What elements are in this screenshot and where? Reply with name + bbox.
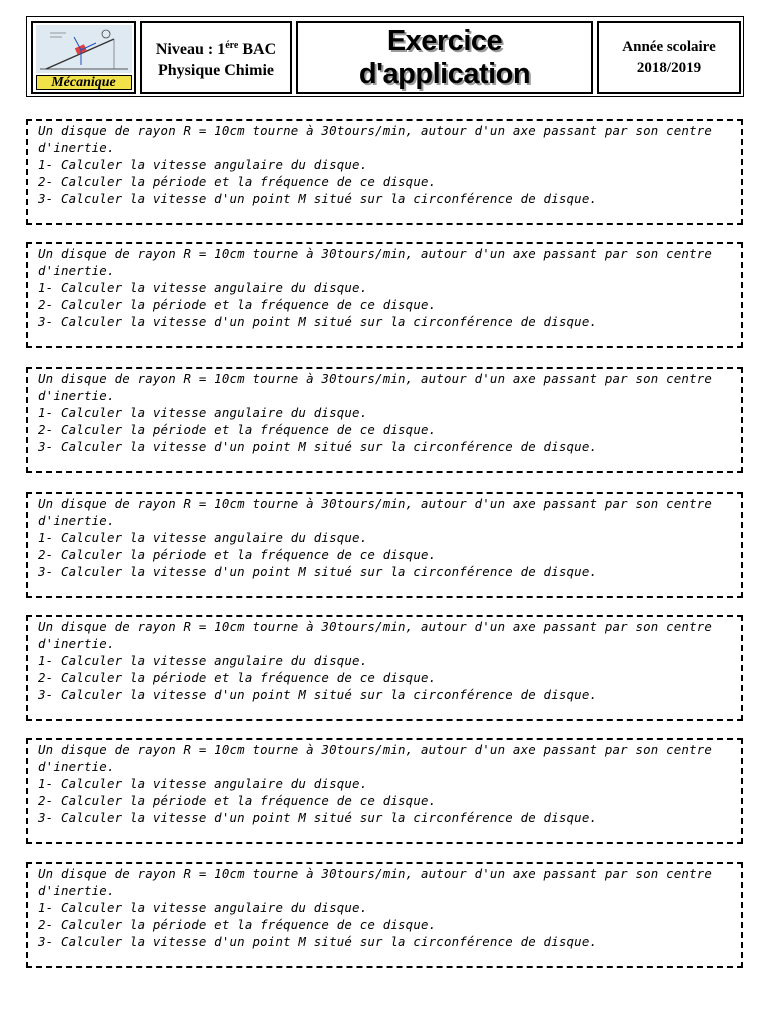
exercise-box bbox=[26, 242, 743, 348]
level-text bbox=[156, 35, 276, 60]
exercise-intro: Un disque de rayon R = 10cm tourne à 30tours/min, autour d'un axe passant par son centre bbox=[38, 866, 713, 881]
level-superscript: ére bbox=[225, 39, 239, 51]
exercise-intro-cont: d'inertie. bbox=[38, 513, 115, 528]
exercise-intro-cont: d'inertie. bbox=[38, 263, 115, 278]
exercise-intro: Un disque de rayon R = 10cm tourne à 30tours/min, autour d'un axe passant par son centre bbox=[38, 371, 713, 386]
exercise-intro-cont: d'inertie. bbox=[38, 759, 115, 774]
question-1: 1- Calculer la vitesse angulaire du disque. bbox=[38, 157, 368, 172]
question-1: 1- Calculer la vitesse angulaire du disque. bbox=[38, 405, 368, 420]
question-3: 3- Calculer la vitesse d'un point M situé sur la circonférence de disque. bbox=[38, 810, 598, 825]
subject-text: Physique Chimie bbox=[157, 61, 274, 79]
question-3: 3- Calculer la vitesse d'un point M situé sur la circonférence de disque. bbox=[38, 934, 598, 949]
question-1: 1- Calculer la vitesse angulaire du disque. bbox=[38, 900, 368, 915]
school-year-label: Année scolaire bbox=[622, 38, 716, 55]
inclined-plane-icon bbox=[36, 25, 132, 73]
question-1: 1- Calculer la vitesse angulaire du disque. bbox=[38, 280, 368, 295]
question-2: 2- Calculer la période et la fréquence de ce disque. bbox=[38, 547, 437, 562]
exercise-box bbox=[26, 862, 743, 968]
question-2: 2- Calculer la période et la fréquence de ce disque. bbox=[38, 917, 437, 932]
level-cell bbox=[140, 21, 292, 94]
exercise-box bbox=[26, 615, 743, 721]
question-3: 3- Calculer la vitesse d'un point M situé sur la circonférence de disque. bbox=[38, 314, 598, 329]
exercise-intro: Un disque de rayon R = 10cm tourne à 30tours/min, autour d'un axe passant par son centre bbox=[38, 742, 713, 757]
exercise-box bbox=[26, 492, 743, 598]
document-header bbox=[26, 16, 744, 97]
question-1: 1- Calculer la vitesse angulaire du disque. bbox=[38, 776, 368, 791]
question-3: 3- Calculer la vitesse d'un point M situé sur la circonférence de disque. bbox=[38, 439, 598, 454]
exercise-intro-cont: d'inertie. bbox=[38, 388, 115, 403]
question-2: 2- Calculer la période et la fréquence de ce disque. bbox=[38, 670, 437, 685]
exercise-box bbox=[26, 738, 743, 844]
exercise-box bbox=[26, 119, 743, 225]
question-2: 2- Calculer la période et la fréquence de ce disque. bbox=[38, 793, 437, 808]
school-year-cell bbox=[597, 21, 741, 94]
logo-cell bbox=[31, 21, 136, 94]
exercise-intro: Un disque de rayon R = 10cm tourne à 30tours/min, autour d'un axe passant par son centre bbox=[38, 123, 713, 138]
question-2: 2- Calculer la période et la fréquence de ce disque. bbox=[38, 422, 437, 437]
logo-label: Mécanique bbox=[36, 75, 132, 90]
exercise-intro: Un disque de rayon R = 10cm tourne à 30tours/min, autour d'un axe passant par son centre bbox=[38, 496, 713, 511]
exercise-box bbox=[26, 367, 743, 473]
level-suffix: BAC bbox=[238, 40, 277, 58]
exercise-intro-cont: d'inertie. bbox=[38, 883, 115, 898]
exercise-intro: Un disque de rayon R = 10cm tourne à 30tours/min, autour d'un axe passant par son centre bbox=[38, 246, 713, 261]
question-1: 1- Calculer la vitesse angulaire du disque. bbox=[38, 530, 368, 545]
question-2: 2- Calculer la période et la fréquence de ce disque. bbox=[38, 297, 437, 312]
question-2: 2- Calculer la période et la fréquence de ce disque. bbox=[38, 174, 437, 189]
exercise-intro-cont: d'inertie. bbox=[38, 636, 115, 651]
page-title: Exercice d'application bbox=[358, 24, 531, 90]
question-3: 3- Calculer la vitesse d'un point M situé sur la circonférence de disque. bbox=[38, 564, 598, 579]
exercise-intro-cont: d'inertie. bbox=[38, 140, 115, 155]
title-cell bbox=[296, 21, 593, 94]
question-1: 1- Calculer la vitesse angulaire du disque. bbox=[38, 653, 368, 668]
question-3: 3- Calculer la vitesse d'un point M situé sur la circonférence de disque. bbox=[38, 191, 598, 206]
question-3: 3- Calculer la vitesse d'un point M situé sur la circonférence de disque. bbox=[38, 687, 598, 702]
school-year-value: 2018/2019 bbox=[636, 59, 702, 76]
exercise-intro: Un disque de rayon R = 10cm tourne à 30tours/min, autour d'un axe passant par son centre bbox=[38, 619, 713, 634]
level-prefix: Niveau : 1 bbox=[155, 40, 226, 58]
mechanics-illustration bbox=[36, 25, 132, 73]
